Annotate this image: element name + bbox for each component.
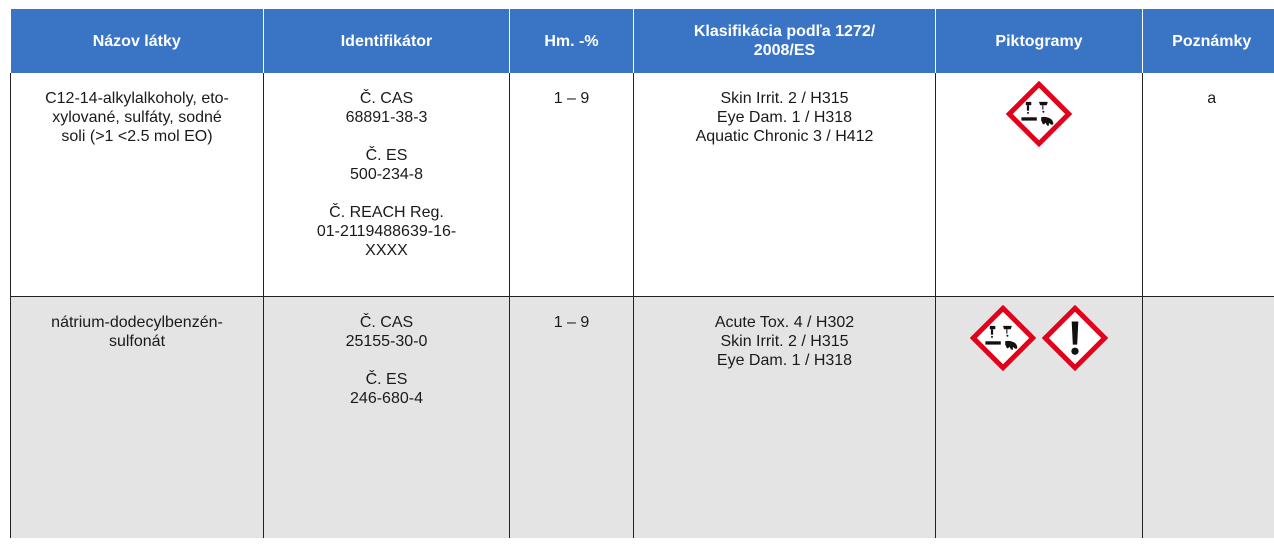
hazard-statement: Skin Irrit. 2 / H315	[720, 90, 849, 107]
es-label: Č. ES	[365, 147, 408, 164]
header-classification-line2: 2008/ES	[753, 42, 816, 59]
substance-name-line: C12-14-alkylalkoholy, eto-	[45, 90, 229, 107]
exclamation-icon	[1042, 305, 1108, 371]
header-pictograms: Piktogramy	[936, 9, 1143, 73]
substance-name-line: sulfonát	[108, 333, 166, 350]
hazard-statement: Eye Dam. 1 / H318	[716, 109, 853, 126]
classification-cell	[634, 297, 936, 539]
hazard-statement: Acute Tox. 4 / H302	[714, 314, 855, 331]
header-notes: Poznámky	[1143, 9, 1274, 73]
table-header-row	[11, 9, 1274, 73]
hazard-statement: Aquatic Chronic 3 / H412	[695, 128, 874, 145]
substance-name-line: soli (>1 <2.5 mol EO)	[61, 128, 213, 145]
es-number: 500-234-8	[350, 166, 423, 183]
table-row	[11, 297, 1274, 539]
substance-name-line: xylované, sulfáty, sodné	[52, 109, 222, 126]
header-classification	[634, 9, 936, 73]
es-number: 246-680-4	[350, 390, 423, 407]
header-identifier: Identifikátor	[264, 9, 510, 73]
corrosion-icon	[970, 305, 1036, 371]
classification-cell	[634, 73, 936, 297]
weight-percent-cell: 1 – 9	[510, 73, 634, 297]
header-substance-name: Názov látky	[11, 9, 264, 73]
substance-name-line: nátrium-dodecylbenzén-	[51, 314, 223, 331]
substance-name-cell	[11, 297, 264, 539]
pictograms-cell	[936, 73, 1143, 297]
hazard-statement: Eye Dam. 1 / H318	[716, 352, 853, 369]
hazard-statement: Skin Irrit. 2 / H315	[720, 333, 849, 350]
header-weight-percent: Hm. -%	[510, 9, 634, 73]
reach-number-line: 01-2119488639-16-	[316, 223, 457, 240]
reach-number-line: XXXX	[365, 242, 408, 259]
pictograms-cell	[936, 297, 1143, 539]
cas-label: Č. CAS	[359, 90, 414, 107]
identifier-cell	[264, 73, 510, 297]
substances-table	[10, 9, 1274, 538]
header-classification-line1: Klasifikácia podľa 1272/	[693, 23, 876, 40]
es-label: Č. ES	[365, 371, 408, 388]
cas-number: 68891-38-3	[345, 109, 428, 126]
cas-number: 25155-30-0	[345, 333, 428, 350]
corrosion-icon	[1006, 81, 1072, 147]
reach-label: Č. REACH Reg.	[329, 204, 444, 221]
identifier-cell	[264, 297, 510, 539]
cas-label: Č. CAS	[359, 314, 414, 331]
substance-name-cell	[11, 73, 264, 297]
notes-cell: a	[1143, 73, 1274, 297]
weight-percent-cell: 1 – 9	[510, 297, 634, 539]
notes-cell	[1143, 297, 1274, 539]
table-row	[11, 73, 1274, 297]
